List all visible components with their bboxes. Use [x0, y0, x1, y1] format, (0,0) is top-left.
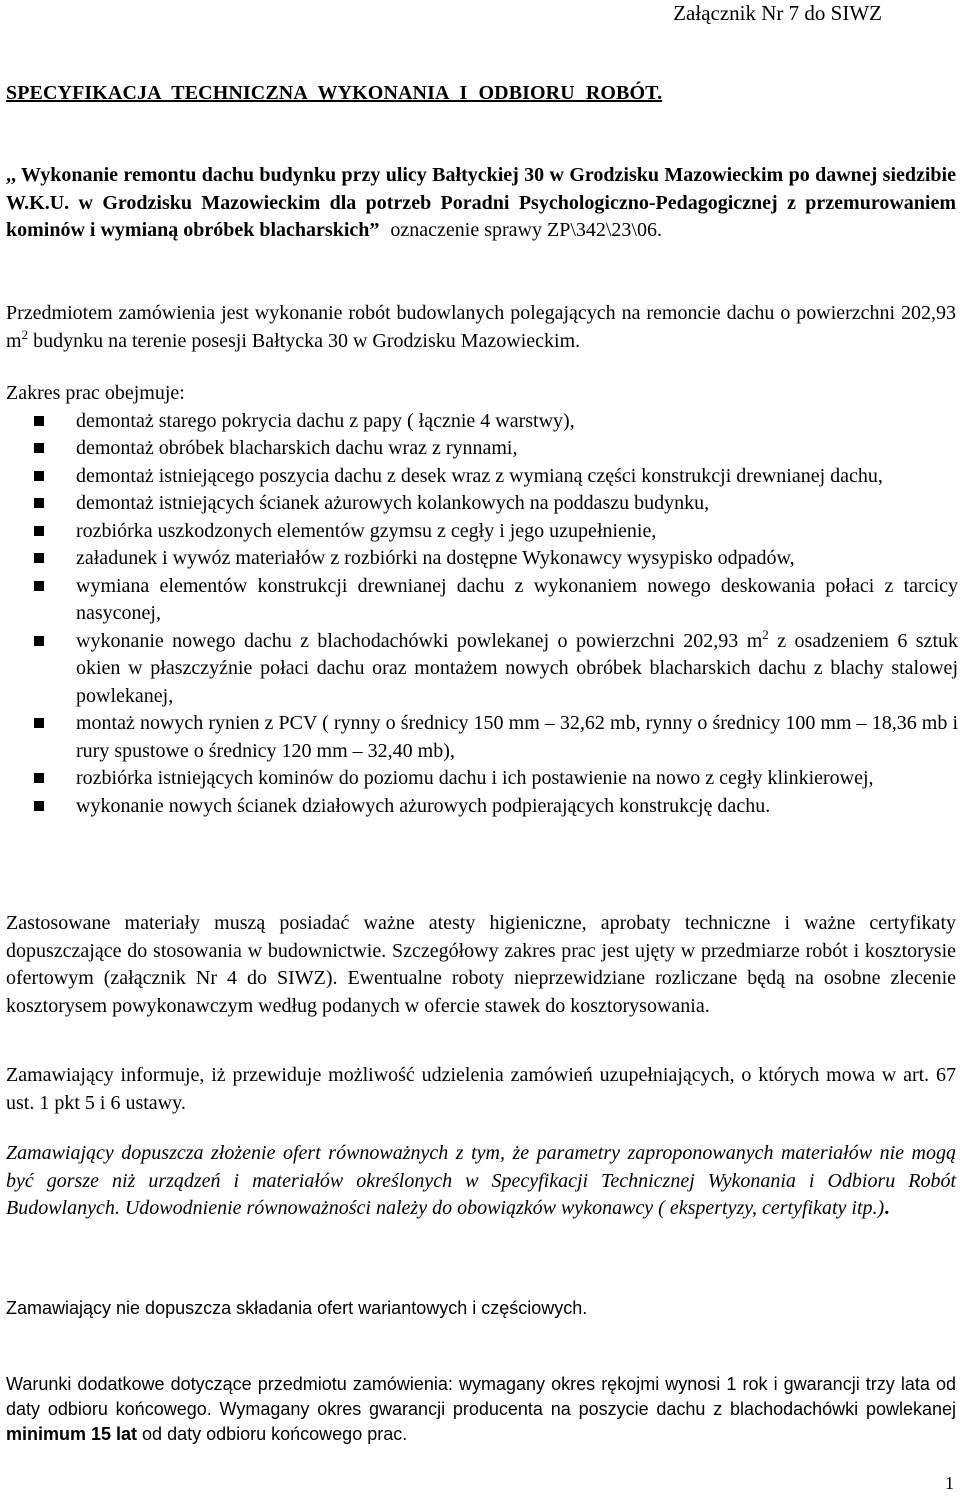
list-item: demontaż obróbek blacharskich dachu wraz z rynnami,: [6, 435, 958, 463]
project-title: ,, Wykonanie remontu dachu budynku przy ulicy Bałtyckiej 30 w Grodzisku Mazowieckim po dawnej siedzibie W.K.U. w Grodzisku Mazowieckim dla potrzeb Poradni Psychologiczno-Pedagogicznej z przemurowaniem kominów i wymianą obróbek blacharskich”: [6, 164, 956, 241]
subject-text-2: budynku na terenie posesji Bałtycka 30 w Grodzisku Mazowieckim.: [28, 329, 581, 352]
subject-paragraph: [6, 300, 956, 355]
square-bullet-icon: [34, 718, 44, 728]
equivalent-offers-text: Zamawiający dopuszcza złożenie ofert równoważnych z tym, że parametry zaproponowanych materiałów nie mogą być gorsze niż urządzeń i materiałów określonych w Specyfikacji Technicznej Wykonania i Odbioru Robót Budowlanych. Udowodnienie równoważności należy do obowiązków wykonawcy ( ekspertyzy, certyfikaty itp.): [6, 1142, 956, 1219]
equivalent-offers-end: .: [884, 1197, 890, 1219]
list-item: rozbiórka istniejących kominów do poziomu dachu i ich postawienie na nowo z cegły klinkierowej,: [6, 765, 958, 793]
list-item: demontaż istniejącego poszycia dachu z desek wraz z wymianą części konstrukcji drewnianej dachu,: [6, 463, 958, 491]
list-item: montaż nowych rynien z PCV ( rynny o średnicy 150 mm – 32,62 mb, rynny o średnicy 100 mm – 18,36 mb i rury spustowe o średnicy 120 mm – 32,40 mb),: [6, 710, 958, 765]
square-bullet-icon: [34, 471, 44, 481]
scope-section: [6, 380, 958, 820]
square-bullet-icon: [34, 498, 44, 508]
list-item: załadunek i wywóz materiałów z rozbiórki na dostępne Wykonawcy wysypisko odpadów,: [6, 545, 958, 573]
list-item: demontaż starego pokrycia dachu z papy ( łącznie 4 warstwy),: [6, 408, 958, 436]
list-item: demontaż istniejących ścianek ażurowych kolankowych na poddaszu budynku,: [6, 490, 958, 518]
list-item: wykonanie nowego dachu z blachodachówki powlekanej o powierzchni 202,93 $m^2$ z osadzeniem 6 sztuk okien w płaszczyźnie połaci dachu oraz montażem nowych obróbek blacharskich dachu z blachy stalowej powlekanej,: [6, 628, 958, 711]
list-item: wykonanie nowych ścianek działowych ażurowych podpierających konstrukcję dachu.: [6, 793, 958, 821]
conditions-text-2: od daty odbioru końcowego prac.: [137, 1424, 408, 1444]
variant-offers-paragraph: Zamawiający nie dopuszcza składania ofert wariantowych i częściowych.: [6, 1298, 588, 1318]
conditions-warranty-bold: minimum 15 lat: [6, 1424, 138, 1444]
case-label: oznaczenie: [390, 219, 480, 241]
annex-label: Załącznik Nr 7 do SIWZ: [673, 1, 882, 25]
square-bullet-icon: [34, 581, 44, 591]
case-number: sprawy ZP\342\23\06.: [484, 219, 662, 241]
additional-conditions-paragraph: [6, 1372, 956, 1447]
subject-superscript: 2: [21, 326, 29, 342]
square-bullet-icon: [34, 801, 44, 811]
list-item: wymiana elementów konstrukcji drewnianej dachu z wykonaniem nowego deskowania połaci z tarcicy nasyconej,: [6, 573, 958, 628]
square-bullet-icon: [34, 416, 44, 426]
square-bullet-icon: [34, 773, 44, 783]
scope-heading: Zakres prac obejmuje:: [6, 382, 185, 404]
square-bullet-icon: [34, 636, 44, 646]
project-title-paragraph: [6, 162, 956, 245]
square-bullet-icon: [34, 526, 44, 536]
scope-list: [6, 408, 958, 821]
square-bullet-icon: [34, 443, 44, 453]
supplementary-orders-paragraph: Zamawiający informuje, iż przewiduje możliwość udzielenia zamówień uzupełniających, o których mowa w art. 67 ust. 1 pkt 5 i 6 ustawy.: [6, 1064, 956, 1114]
page-number: 1: [945, 1473, 954, 1493]
conditions-text-1: Warunki dodatkowe dotyczące przedmiotu zamówienia: wymagany okres rękojmi wynosi 1 rok i gwarancji trzy lata od daty odbioru końcowego. Wymagany okres gwarancji producenta na poszycie dachu z blachodachówki powlekanej: [6, 1374, 956, 1419]
spec-title: SPECYFIKACJA TECHNICZNA WYKONANIA I ODBIORU ROBÓT.: [6, 82, 663, 104]
equivalent-offers-paragraph: [6, 1140, 956, 1223]
list-item: rozbiórka uszkodzonych elementów gzymsu z cegły i jego uzupełnienie,: [6, 518, 958, 546]
subject-text-1: Przedmiotem zamówienia jest wykonanie robót budowlanych polegających na remoncie dachu o powierzchni 202,93 m: [6, 302, 956, 352]
materials-paragraph: Zastosowane materiały muszą posiadać ważne atesty higieniczne, aprobaty techniczne i ważne certyfikaty dopuszczające do stosowania w budownictwie. Szczegółowy zakres prac jest ujęty w przedmiarze robót i kosztorysie ofertowym (załącznik Nr 4 do SIWZ). Ewentualne roboty nieprzewidziane rozliczane będą na osobne zlecenie kosztorysem powykonawczym według podanych w ofercie stawek do kosztorysowania.: [6, 912, 956, 1017]
square-bullet-icon: [34, 553, 44, 563]
